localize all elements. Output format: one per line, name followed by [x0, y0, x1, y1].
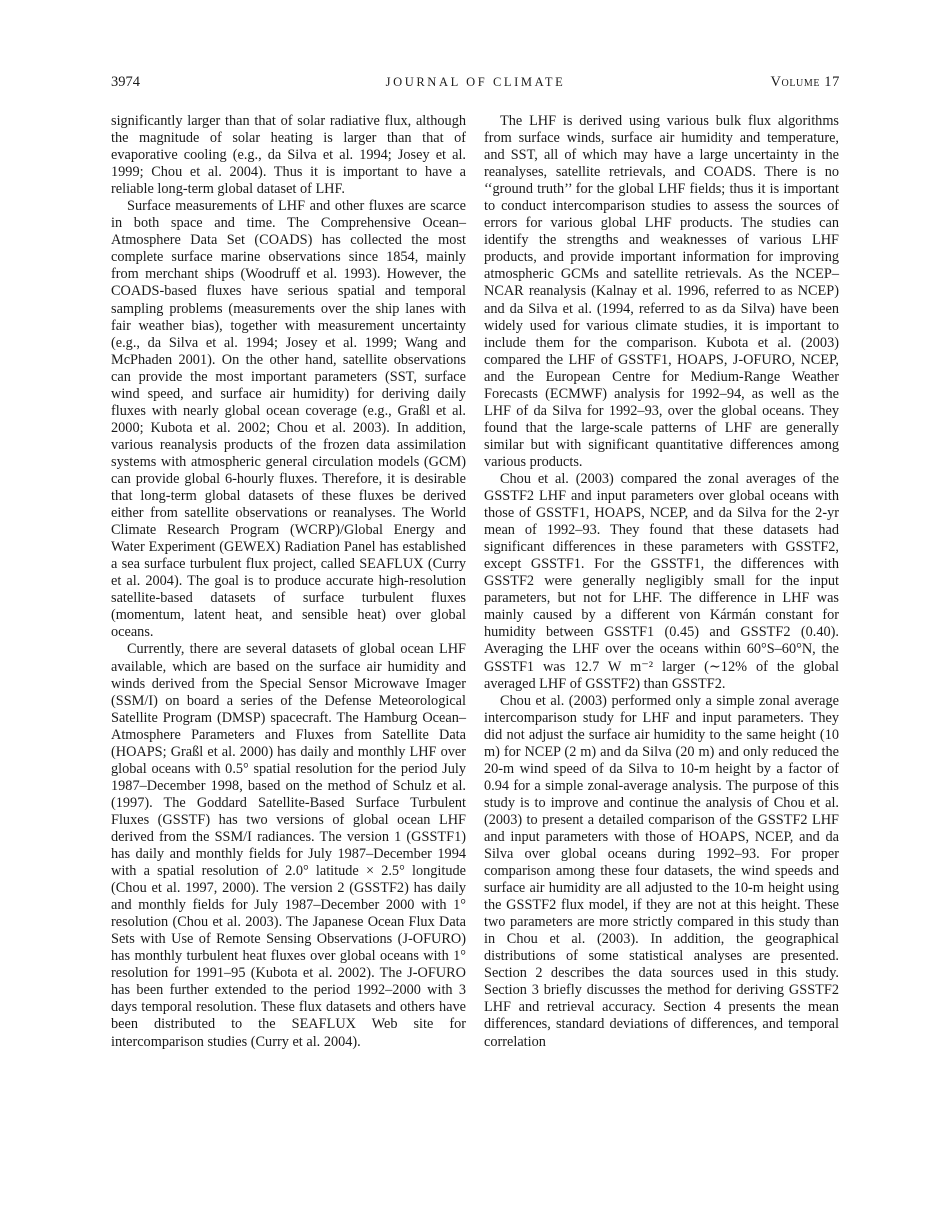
paragraph: The LHF is derived using various bulk flux algorithms from surface winds, surface air humidity and temperature, and SST, all of which may have a large uncertainty in the reanalyses, satellite retrievals, and COADS. There is no ‘‘ground truth’’ for the global LHF fields; thus it is important to conduct intercomparison studies to assess the sources of errors for various global LHF products. The studies can identify the strengths and weaknesses of various LHF products, and provide important information for improving atmospheric GCMs and satellite retrievals. As the NCEP–NCAR reanalysis (Kalnay et al. 1996, referred to as NCEP) and da Silva et al. (1994, referred to as da Silva) have been widely used for various climate studies, it is important to include them for the comparison. Kubota et al. (2003) compared the LHF of GSSTF1, HOAPS, J-OFURO, NCEP, and the European Centre for Medium-Range Weather Forecasts (ECMWF) analysis for 1992–94, as well as the LHF of da Silva for 1992–93, over the global oceans. They found that the large-scale patterns of LHF are generally similar but with significant quantitative differences among various products.: [484, 113, 839, 470]
page-number: 3974: [111, 74, 140, 90]
paragraph: Surface measurements of LHF and other fluxes are scarce in both space and time. The Comprehensive Ocean–Atmosphere Data Set (COADS) has collected the most complete surface marine observations since 1854, mainly from merchant ships (Woodruff et al. 1993). However, the COADS-based fluxes have serious spatial and temporal sampling problems (measurements over the ship lanes with fair weather bias), together with measurement uncertainty (e.g., da Silva et al. 1994; Josey et al. 1999; Wang and McPhaden 2001). On the other hand, satellite observations can provide the most important parameters (SST, surface wind speed, and surface air humidity) for deriving daily fluxes with nearly global ocean coverage (e.g., Graßl et al. 2000; Kubota et al. 2002; Chou et al. 2003). In addition, various reanalysis products of the frozen data assimilation systems with atmospheric general circulation models (GCM) can provide global 6-hourly fluxes. Therefore, it is desirable that long-term global datasets of these fluxes be derived either from satellite observations or reanalyses. The World Climate Research Program (WCRP)/Global Energy and Water Experiment (GEWEX) Radiation Panel has established a sea surface turbulent flux project, called SEAFLUX (Curry et al. 2004). The goal is to produce accurate high-resolution satellite-based datasets of surface turbulent fluxes (momentum, latent heat, and sensible heat) over global oceans.: [111, 198, 466, 641]
right-column: [484, 113, 839, 1051]
paragraph: Chou et al. (2003) compared the zonal averages of the GSSTF2 LHF and input parameters over global oceans with those of GSSTF1, HOAPS, NCEP, and da Silva for the 2-yr mean of 1992–93. They found that these datasets had significant differences in these parameters with GSSTF2, except GSSTF1. For the GSSTF1, the differences with GSSTF2 were generally negligibly small for the input parameters, but not for LHF. The difference in LHF was mainly caused by a different von Kármán constant for humidity between GSSTF1 (0.45) and GSSTF2 (0.40). Averaging the LHF over the oceans within 60°S–60°N, the GSSTF1 was 12.7 W m⁻² larger (∼12% of the global averaged LHF of GSSTF2) than GSSTF2.: [484, 470, 839, 692]
paragraph: Currently, there are several datasets of global ocean LHF available, which are based on the surface air humidity and winds derived from the Special Sensor Microwave Imager (SSM/I) on board a series of the Defense Meteorological Satellite Program (DMSP) spacecraft. The Hamburg Ocean–Atmosphere Parameters and Fluxes from Satellite Data (HOAPS; Graßl et al. 2000) has daily and monthly LHF over global oceans with 0.5° spatial resolution for the period July 1987–December 1998, based on the method of Schulz et al. (1997). The Goddard Satellite-Based Surface Turbulent Fluxes (GSSTF) has two versions of global ocean LHF derived from the SSM/I radiances. The version 1 (GSSTF1) has daily and monthly fields for July 1987–December 1994 with a spatial resolution of 2.0° latitude × 2.5° longitude (Chou et al. 1997, 2000). The version 2 (GSSTF2) has daily and monthly fields for July 1987–December 2000 with 1° resolution (Chou et al. 2003). The Japanese Ocean Flux Data Sets with Use of Remote Sensing Observations (J-OFURO) has monthly turbulent heat fluxes over global oceans with 1° resolution for 1991–95 (Kubota et al. 2002). The J-OFURO has been further extended to the period 1992–2000 with 3 days temporal resolution. These flux datasets and others have been distributed to the SEAFLUX Web site for intercomparison studies (Curry et al. 2004).: [111, 641, 466, 1050]
journal-name: JOURNAL OF CLIMATE: [385, 75, 566, 89]
page-header: [111, 74, 840, 94]
paragraph: Chou et al. (2003) performed only a simple zonal average intercomparison study for LHF and input parameters. They did not adjust the surface air humidity to the same height (10 m) for NCEP (2 m) and da Silva (20 m) and only reduced the 20-m wind speed of da Silva to 10-m height by a factor of 0.94 for a simple zonal-average analysis. The purpose of this study is to improve and continue the analysis of Chou et al. (2003) to present a detailed comparison of the GSSTF2 LHF and input parameters with those of HOAPS, NCEP, and da Silva over global oceans during 1992–93. For proper comparison among these four datasets, the wind speeds and surface air humidity are all adjusted to the 10-m height using the GSSTF2 flux model, if they are not at this height. These two parameters are more strictly compared in this study than in Chou et al. (2003). In addition, the geographical distributions of some statistical analyses are presented. Section 2 describes the data sources used in this study. Section 3 briefly discusses the method for deriving GSSTF2 LHF and retrieval accuracy. Section 4 presents the mean differences, standard deviations of differences, and temporal correlation: [484, 692, 839, 1050]
left-column: [111, 113, 466, 1051]
paragraph: significantly larger than that of solar radiative flux, although the magnitude of solar heating is larger than that of evaporative cooling (e.g., da Silva et al. 1994; Josey et al. 1999; Chou et al. 2004). Thus it is important to have a reliable long-term global dataset of LHF.: [111, 113, 466, 198]
volume-label: Volume 17: [770, 74, 840, 90]
